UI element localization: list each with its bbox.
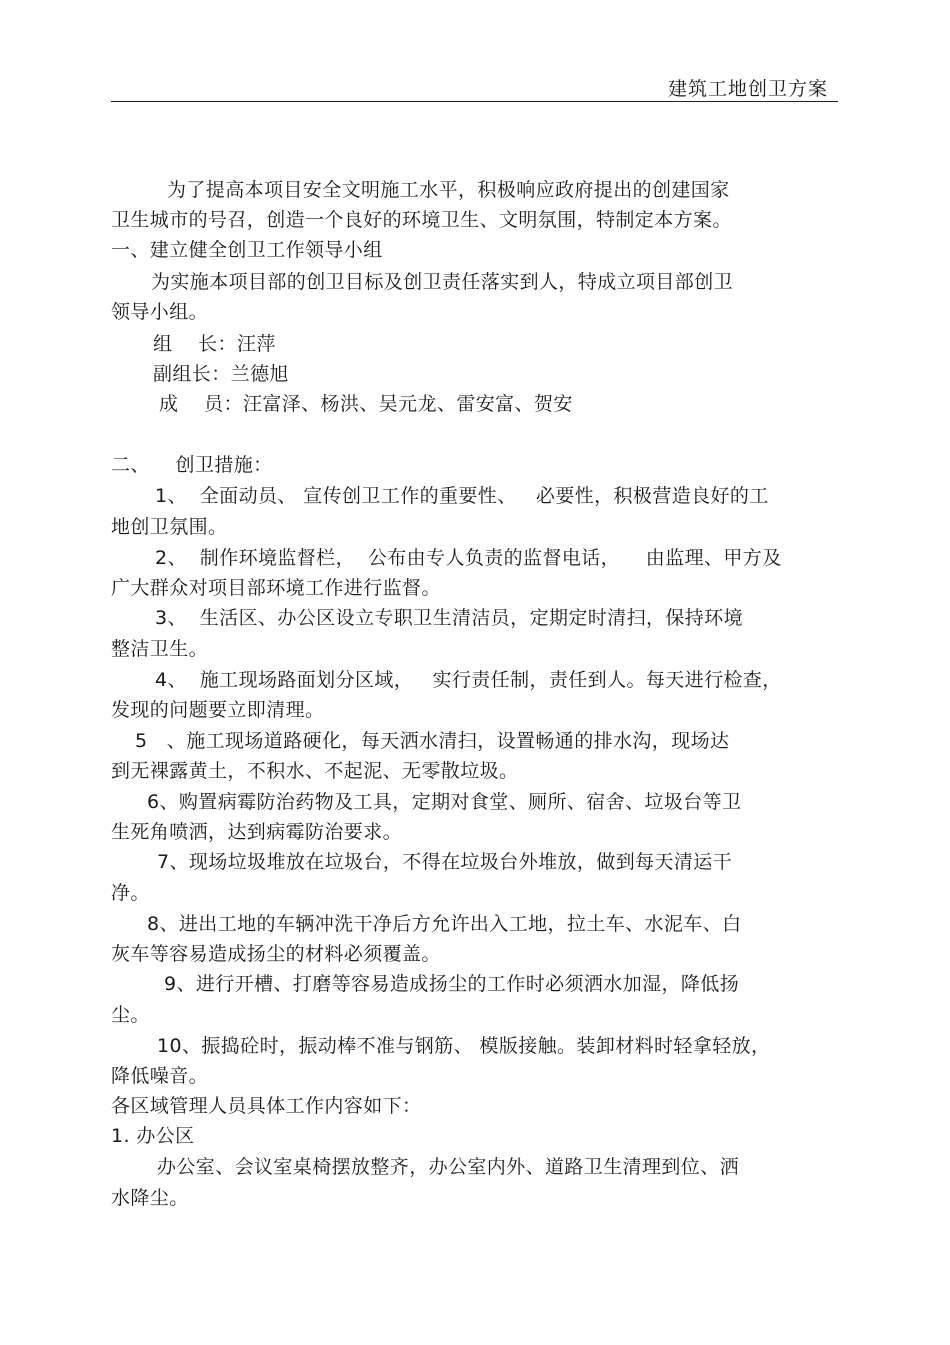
office-area-heading: 1. 办公区	[111, 1125, 195, 1147]
measure-3-line-2: 整洁卫生。	[111, 638, 209, 660]
header-divider	[111, 101, 838, 102]
measure-5-line-2: 到无裸露黄土，不积水、不起泥、无零散垃圾。	[111, 760, 519, 782]
page-header-title: 建筑工地创卫方案	[667, 78, 828, 100]
measure-2-line-2: 广大群众对项目部环境工作进行监督。	[111, 577, 441, 599]
measure-1-line-1: 1、 全面动员、 宣传创卫工作的重要性、 必要性，积极营造良好的工	[155, 485, 769, 507]
section-1-heading: 一、建立健全创卫工作领导小组	[111, 239, 383, 261]
measure-9-line-2: 尘。	[111, 1004, 150, 1026]
section-2-heading: 二、 创卫措施：	[111, 454, 273, 476]
measure-10-line-2: 降低噪音。	[111, 1065, 209, 1087]
measure-5-line-1: 5 、施工现场道路硬化，每天洒水清扫，设置畅通的排水沟，现场达	[135, 730, 730, 752]
measure-8-line-1: 8、进出工地的车辆冲洗干净后方允许出入工地，拉土车、水泥车、白	[147, 913, 742, 935]
measure-2-line-1: 2、 制作环境监督栏， 公布由专人负责的监督电话， 由监理、甲方及	[155, 547, 782, 569]
deputy-leader-row: 副组长：兰德旭	[153, 363, 289, 385]
office-area-line-1: 办公室、会议室桌椅摆放整齐，办公室内外、道路卫生清理到位、洒	[157, 1156, 740, 1178]
measure-9-line-1: 9、进行开槽、打磨等容易造成扬尘的工作时必须洒水加湿，降低扬	[164, 973, 740, 995]
section-1-para-line-1: 为实施本项目部的创卫目标及创卫责任落实到人，特成立项目部创卫	[151, 271, 734, 293]
measure-10-line-1: 10、振捣砼时，振动棒不准与钢筋、 模版接触。装卸材料时轻拿轻放，	[157, 1035, 771, 1057]
section-1-para-line-2: 领导小组。	[111, 301, 209, 323]
measure-1-line-2: 地创卫氛围。	[111, 516, 228, 538]
measure-4-line-2: 发现的问题要立即清理。	[111, 699, 325, 721]
measure-7-line-1: 7、现场垃圾堆放在垃圾台，不得在垃圾台外堆放，做到每天清运干	[157, 851, 733, 873]
measure-8-line-2: 灰车等容易造成扬尘的材料必须覆盖。	[111, 943, 441, 965]
measure-6-line-1: 6、购置病霉防治药物及工具，定期对食堂、厕所、宿舍、垃圾台等卫	[147, 791, 742, 813]
measure-3-line-1: 3、 生活区、办公区设立专职卫生清洁员，定期定时清扫，保持环境	[155, 607, 743, 629]
leader-row: 组 长：汪萍	[153, 333, 276, 355]
members-row: 成 员：汪富泽、杨洪、吴元龙、雷安富、贺安	[159, 393, 573, 415]
intro-line-1: 为了提高本项目安全文明施工水平，积极响应政府提出的创建国家	[167, 179, 730, 201]
office-area-line-2: 水降尘。	[111, 1187, 189, 1209]
measure-7-line-2: 净。	[111, 882, 150, 904]
measure-4-line-1: 4、 施工现场路面划分区域， 实行责任制，责任到人。每天进行检查，	[155, 669, 782, 691]
intro-line-2: 卫生城市的号召，创造一个良好的环境卫生、文明氛围，特制定本方案。	[111, 209, 732, 231]
area-duties-heading: 各区域管理人员具体工作内容如下：	[111, 1095, 422, 1117]
measure-6-line-2: 生死角喷洒，达到病霉防治要求。	[111, 821, 403, 843]
